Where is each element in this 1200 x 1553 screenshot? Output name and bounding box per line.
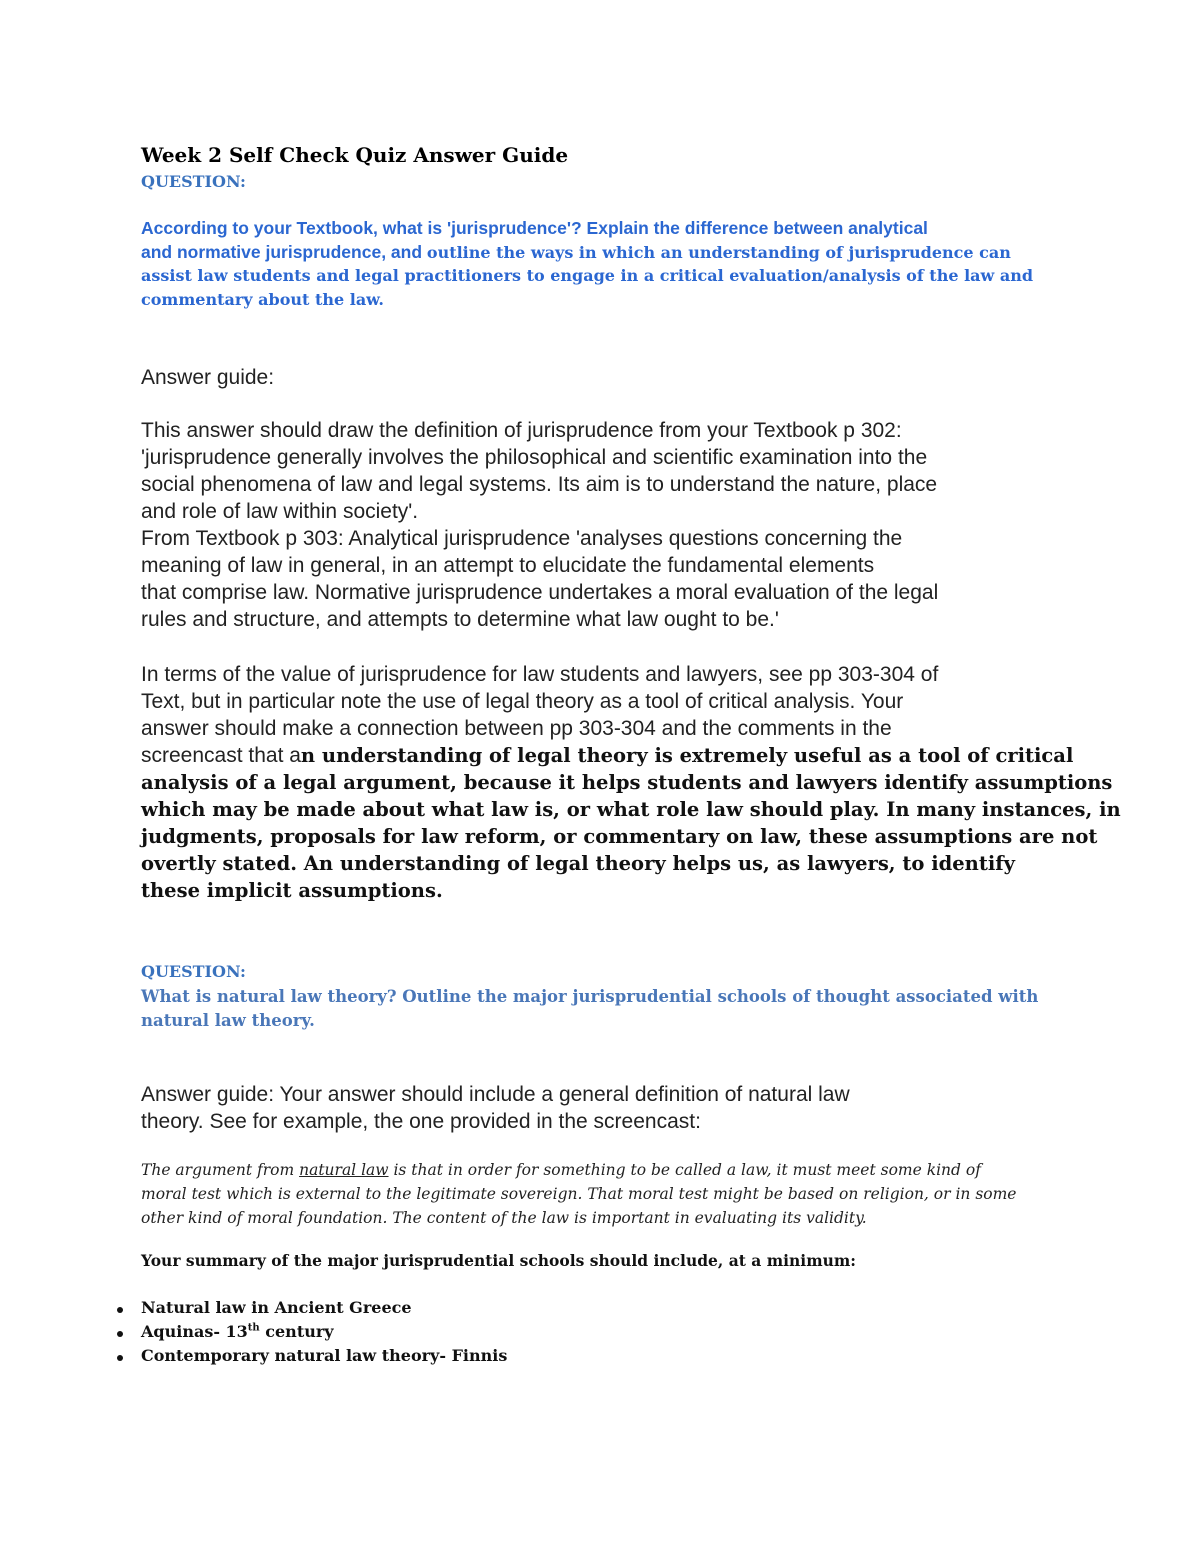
paragraph-line: In terms of the value of jurisprudence for law students and lawyers, see pp 303-304 of <box>141 663 939 686</box>
paragraph-line: meaning of law in general, in an attempt to elucidate the fundamental elements <box>141 554 875 577</box>
paragraph-line: these implicit assumptions. <box>141 879 443 902</box>
paragraph-line: Text, but in particular note the use of legal theory as a tool of critical analysis. Your <box>141 690 904 713</box>
question-1-line: According to your Textbook, what is 'jurisprudence'? Explain the difference between analytical <box>141 218 928 238</box>
paragraph-line: This answer should draw the definition of jurisprudence from your Textbook p 302: <box>141 419 902 442</box>
answer-2-intro <box>141 1081 850 1135</box>
quote-line: moral test which is external to the legitimate sovereign. That moral test might be based on religion, or in some <box>141 1185 1017 1203</box>
question-2-text <box>141 985 1038 1033</box>
question-2-line: What is natural law theory? Outline the major jurisprudential schools of thought associated with <box>141 987 1039 1006</box>
paragraph-line: analysis of a legal argument, because it helps students and lawyers identify assumptions <box>141 771 1113 794</box>
question-1-line: commentary about the law. <box>141 289 384 309</box>
answer-1-paragraph-definition <box>141 417 938 633</box>
answer-guide-label: Answer guide: <box>141 366 275 389</box>
question-2-heading: QUESTION: <box>141 962 246 981</box>
paragraph-line: theory. See for example, the one provided in the screencast: <box>141 1110 701 1133</box>
paragraph-line: judgments, proposals for law reform, or commentary on law, these assumptions are not <box>141 825 1098 848</box>
question-1-line: and normative jurisprudence, and outline the ways in which an understanding of jurisprudence can <box>141 241 1011 262</box>
paragraph-line: and role of law within society'. <box>141 500 419 523</box>
paragraph-line: which may be made about what law is, or what role law should play. In many instances, in <box>141 798 1121 821</box>
paragraph-line: From Textbook p 303: Analytical jurisprudence 'analyses questions concerning the <box>141 527 903 550</box>
paragraph-line: Answer guide: Your answer should include a general definition of natural law <box>141 1083 850 1106</box>
paragraph-line: social phenomena of law and legal systems. Its aim is to understand the nature, place <box>141 473 938 496</box>
question-2-line: natural law theory. <box>141 1011 315 1030</box>
bullet-icon <box>117 1355 123 1361</box>
answer-1-paragraph-value <box>141 661 1121 904</box>
quote-line: The argument from natural law is that in order for something to be called a law, it must meet some kind of <box>141 1161 981 1179</box>
paragraph-line: rules and structure, and attempts to determine what law ought to be.' <box>141 608 779 631</box>
paragraph-line: 'jurisprudence generally involves the philosophical and scientific examination into the <box>141 446 928 469</box>
quote-line: other kind of moral foundation. The content of the law is important in evaluating its validity. <box>141 1209 867 1227</box>
bullet-icon <box>117 1307 123 1313</box>
question-1-text <box>141 217 1033 311</box>
document-page: Week 2 Self Check Quiz Answer Guide QUESTION: According to your Textbook, what is 'jurisprudence'? Explain the difference between analytical and normative jurisprudence, and outline the ways in which an understanding of jurisprudence can assist law students and legal practitioners to engage in a critical evaluation/analysis of the law and commentary about the law. Answer guide: This answer should draw the definition of jurisprudence from your Textbook p 302: 'jurisprudence generally involves the philosophical and scientific examination into the social phenomena of law and legal systems. Its aim is to understand the nature, place and role of law within society'. From Textbook p 303: Analytical jurisprudence 'analyses questions concerning the meaning of law in general, in an attempt to elucidate the fundamental elements that comprise law. Normative jurisprudence undertakes a moral evaluation of the legal rules and structure, and attempts to determine what law ought to be.' In terms of the value of jurisprudence for law students and lawyers, see pp 303-304 of Text, but in particular note the use of legal theory as a tool of critical analysis. Your answer should make a connection between pp 303-304 and the comments in the screencast that an understanding of legal theory is extremely useful as a tool of critical analysis of a legal argument, because it helps students and lawyers identify assumptions which may be made about what law is, or what role law should play. In many instances, in judgments, proposals for law reform, or commentary on law, these assumptions are not overtly stated. An understanding of legal theory helps us, as lawyers, to identify these implicit assumptions. QUESTION: What is natural law theory? Outline the major jurisprudential schools of thought associated with natural law theory. Answer guide: Your answer should include a general definition of natural law theory. See for example, the one provided in the screencast: The argument from natural law is that in order for something to be called a law, it must meet some kind of moral test which is external to the legitimate sovereign. That moral test might be based on religion, or in some other kind of moral foundation. The content of the law is important in evaluating its validity. Your summary of the major jurisprudential schools should include, at a minimum: Natural law in Ancient Greece Aquinas- 13th century Contemporary natural law theory- Finnis <box>0 0 1200 1553</box>
paragraph-line: answer should make a connection between pp 303-304 and the comments in the <box>141 717 892 740</box>
natural-law-quote <box>141 1158 1016 1230</box>
document-title: Week 2 Self Check Quiz Answer Guide <box>141 143 569 167</box>
paragraph-line: screencast that an understanding of legal theory is extremely useful as a tool of critical <box>141 744 1074 767</box>
summary-intro: Your summary of the major jurisprudential schools should include, at a minimum: <box>141 1251 856 1270</box>
paragraph-line: overtly stated. An understanding of legal theory helps us, as lawyers, to identify <box>141 852 1015 875</box>
underlined-term: natural law <box>299 1161 389 1179</box>
question-1-line: assist law students and legal practitioners to engage in a critical evaluation/analysis of the law and <box>141 266 1034 285</box>
paragraph-line: that comprise law. Normative jurisprudence undertakes a moral evaluation of the legal <box>141 581 939 604</box>
bullet-icon <box>117 1331 123 1337</box>
question-1-heading: QUESTION: <box>141 172 246 191</box>
